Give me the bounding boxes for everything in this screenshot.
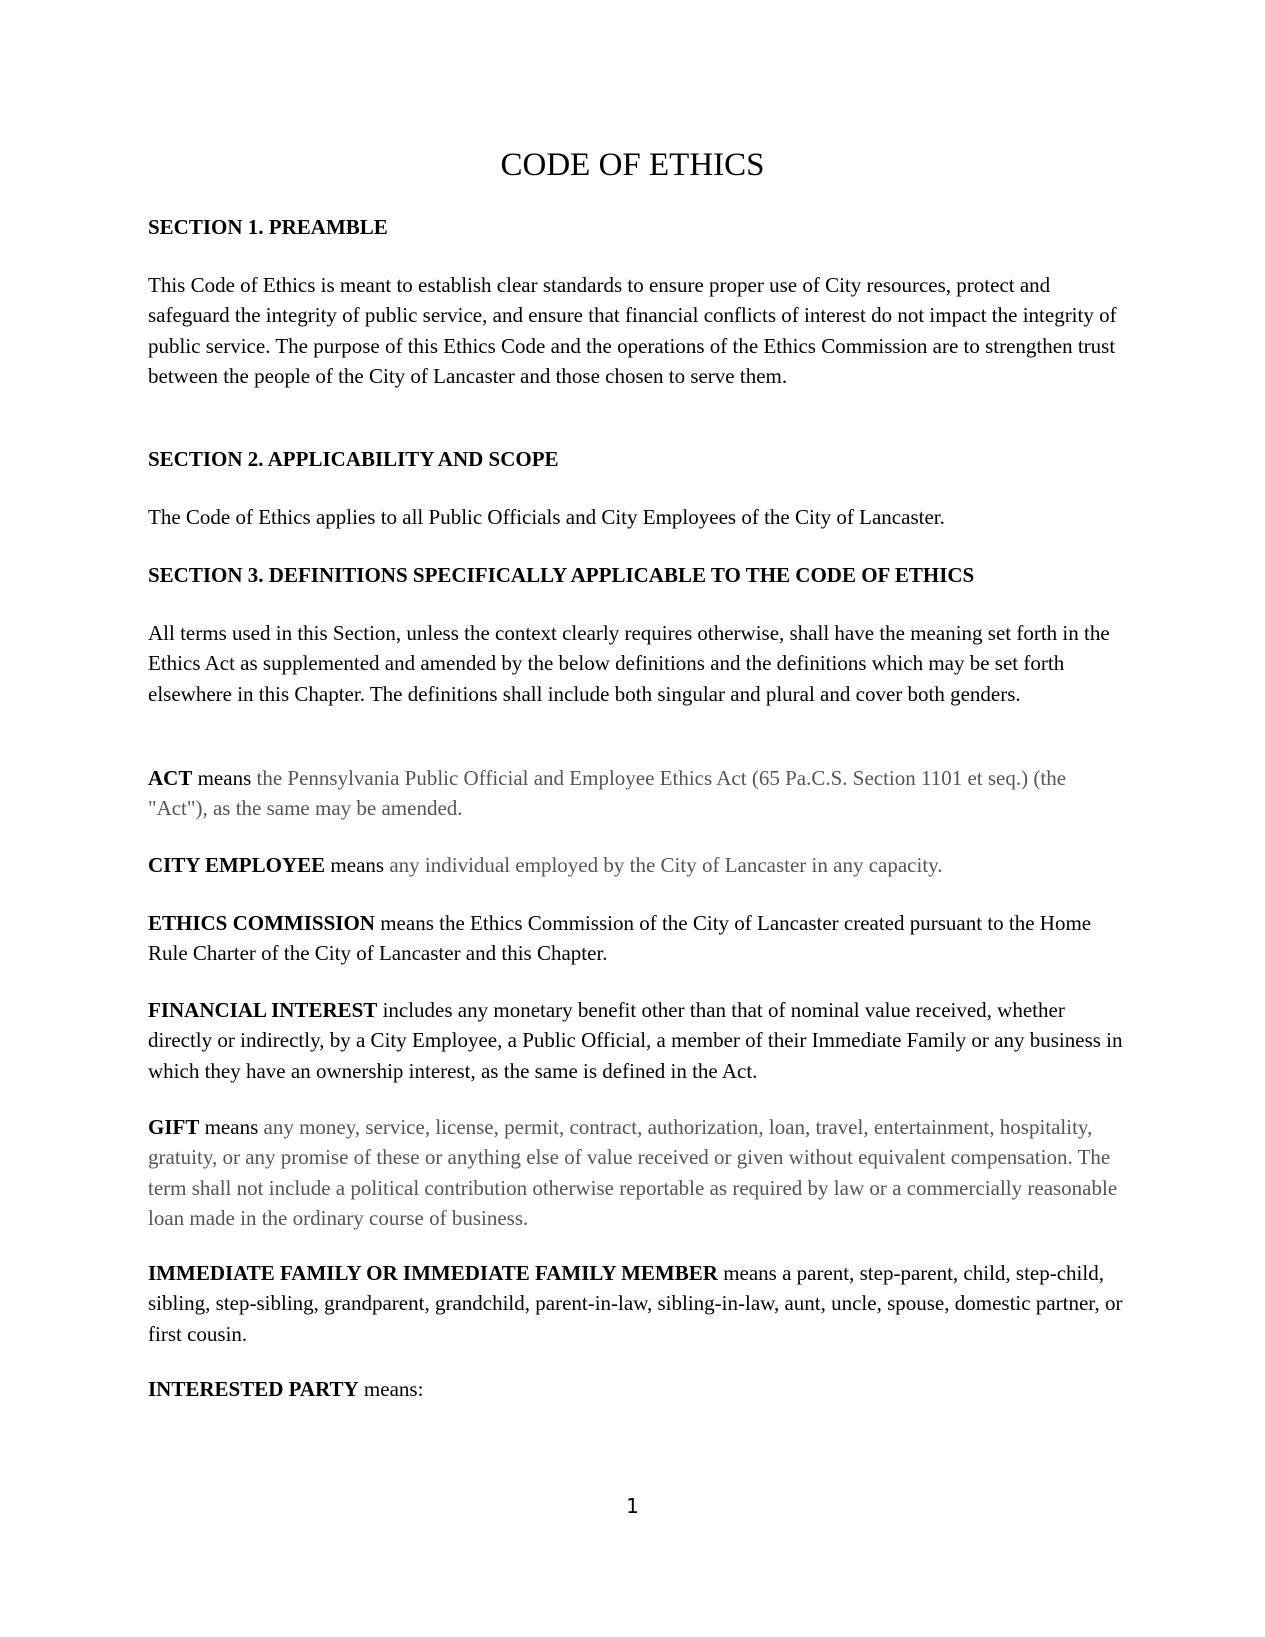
definition-interested-party — [148, 1374, 1128, 1404]
definition-verb: means — [717, 1261, 783, 1285]
section-3-body: All terms used in this Section, unless the context clearly requires otherwise, shall have the meaning set forth in the Ethics Act as supplemented and amended by the below definitions and the definitions which may be set forth elsewhere in this Chapter. The definitions shall include both singular and plural and cover both genders. — [148, 621, 1110, 706]
definition-city-employee — [148, 850, 1128, 880]
section-3-heading: SECTION 3. DEFINITIONS SPECIFICALLY APPLICABLE TO THE CODE OF ETHICS — [148, 563, 975, 587]
definition-verb: means — [199, 1115, 264, 1139]
definition-term: CITY EMPLOYEE — [148, 853, 326, 877]
definition-verb: means — [192, 766, 257, 790]
definition-term: ACT — [148, 766, 193, 790]
definition-text: any monetary benefit other than that of nominal value received, whether directly or indirectly, by a City Employee, a Public Official, a member of their Immediate Family or any business in which they have an ownership interest, as the same is defined in the Act. — [148, 998, 1123, 1083]
section-2-heading: SECTION 2. APPLICABILITY AND SCOPE — [148, 447, 559, 471]
page-number: 1 — [626, 1494, 639, 1518]
definition-verb: means — [325, 853, 390, 877]
document-title: CODE OF ETHICS — [500, 147, 765, 183]
section-2-body: The Code of Ethics applies to all Public Officials and City Employees of the City of Lancaster. — [148, 505, 945, 529]
definition-verb: means — [374, 911, 440, 935]
definition-text: a parent, step-parent, child, step-child, sibling, step-sibling, grandparent, grandchild, parent-in-law, sibling-in-law, aunt, uncle, spouse, domestic partner, or first cousin. — [148, 1261, 1123, 1346]
definition-term: GIFT — [148, 1115, 200, 1139]
definition-verb: means: — [358, 1377, 424, 1401]
definition-act — [148, 763, 1128, 824]
definition-ethics-commission — [148, 908, 1128, 969]
definition-term: ETHICS COMMISSION — [148, 911, 375, 935]
definition-gift — [148, 1112, 1128, 1233]
definition-term: IMMEDIATE FAMILY OR IMMEDIATE FAMILY MEMBER — [148, 1261, 718, 1285]
definition-verb: includes — [377, 998, 458, 1022]
definition-immediate-family — [148, 1258, 1128, 1349]
definition-term: FINANCIAL INTEREST — [148, 998, 378, 1022]
section-1-body: This Code of Ethics is meant to establish clear standards to ensure proper use of City resources, protect and safeguard the integrity of public service, and ensure that financial conflicts of interest do not impact the integrity of public service. The purpose of this Ethics Code and the operations of the Ethics Commission are to strengthen trust between the people of the City of Lancaster and those chosen to serve them. — [148, 273, 1117, 388]
definition-text: the Pennsylvania Public Official and Employee Ethics Act (65 Pa.C.S. Section 1101 et seq.) (the "Act"), as the same may be amended. — [148, 766, 1067, 821]
definition-financial-interest — [148, 995, 1128, 1086]
section-1-heading: SECTION 1. PREAMBLE — [148, 215, 388, 239]
definition-text: the Ethics Commission of the City of Lancaster created pursuant to the Home Rule Charter of the City of Lancaster and this Chapter. — [148, 911, 1092, 966]
definition-text: any money, service, license, permit, contract, authorization, loan, travel, entertainment, hospitality, gratuity, or any promise of these or anything else of value received or given without equivalent compensation. The term shall not include a political contribution otherwise reportable as required by law or a commercially reasonable loan made in the ordinary course of business. — [148, 1115, 1118, 1230]
definition-text: any individual employed by the City of Lancaster in any capacity. — [389, 853, 943, 877]
definition-term: INTERESTED PARTY — [148, 1377, 359, 1401]
